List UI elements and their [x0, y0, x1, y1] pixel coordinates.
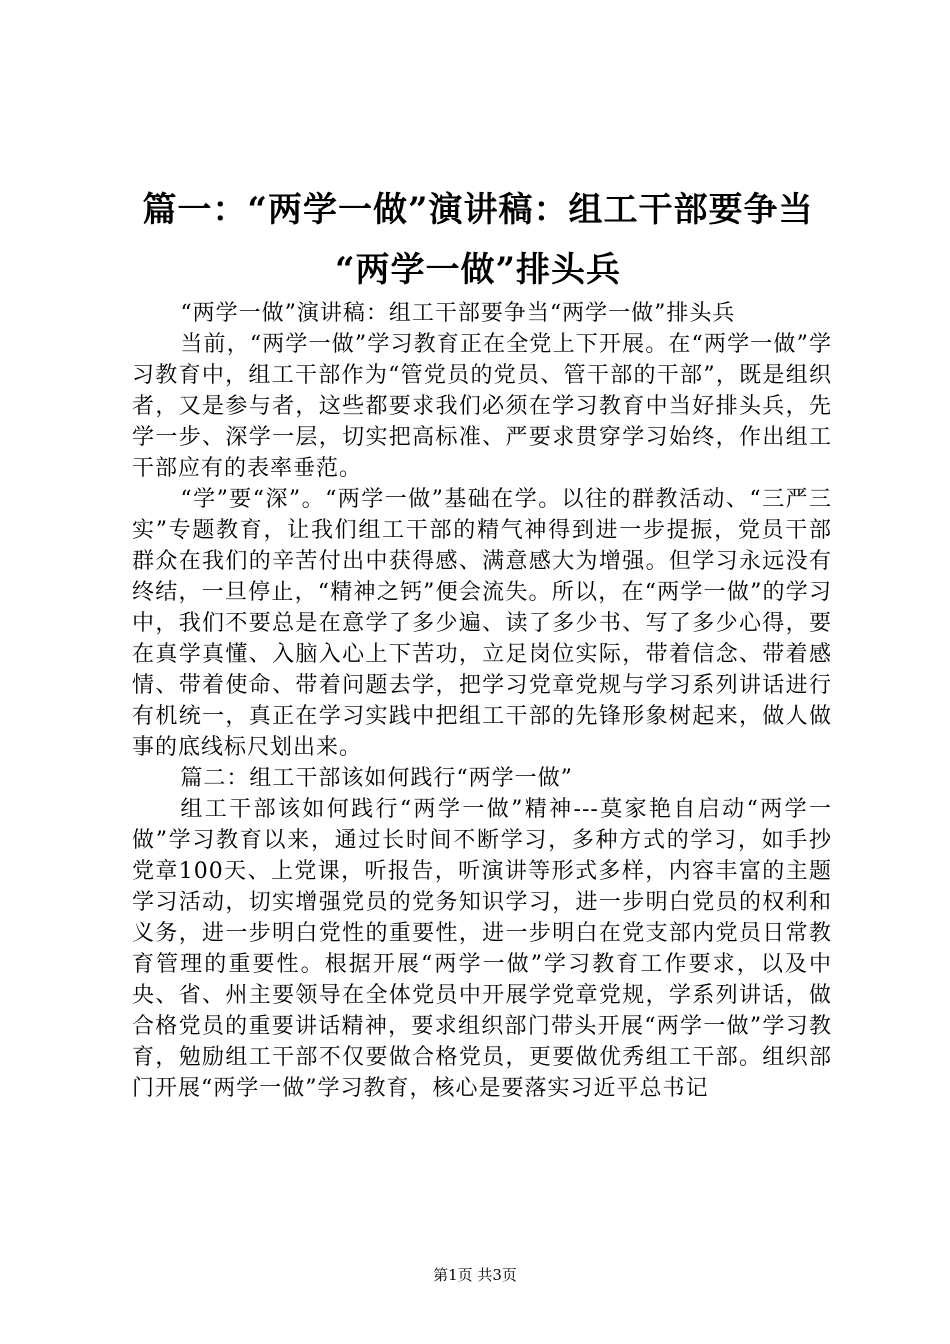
paragraph: “两学一做”演讲稿：组工干部要争当“两学一做”排头兵 [180, 301, 736, 326]
title-line-1: 篇一：“两学一做”演讲稿：组工干部要争当 [142, 190, 814, 230]
paragraph: 篇二：组工干部该如何践行“两学一做” [180, 766, 573, 791]
paragraph: 当前，“两学一做”学习教育正在全党上下开展。在“两学一做”学习教育中，组工干部作为“管党员的党员、管干部的干部”，既是组织者，又是参与者，这些都要求我们必须在学习教育中当好排头兵，先学一步、深学一层，切实把高标准、严要求贯穿学习始终，作出组工干部应有的表率垂范。 [132, 332, 832, 481]
title-line-2: “两学一做”排头兵 [334, 250, 622, 290]
document-title [128, 180, 828, 300]
paragraph: 组工干部该如何践行“两学一做”精神---莫家艳自启动“两学一做”学习教育以来，通过长时间不断学习，多种方式的学习，如手抄党章100天、上党课，听报告，听演讲等形式多样，内容丰富的主题学习活动，切实增强党员的党务知识学习，进一步明白党员的权利和义务，进一步明白党性的重要性，进一步明白在党支部内党员日常教育管理的重要性。根据开展“两学一做”学习教育工作要求，以及中央、省、州主要领导在全体党员中开展学党章党规，学系列讲话，做合格党员的重要讲话精神，要求组织部门带头开展“两学一做”学习教育，勉励组工干部不仅要做合格党员，更要做优秀组工干部。组织部门开展“两学一做”学习教育，核心是要落实习近平总书记 [132, 797, 832, 1101]
page-footer: 第1页 共3页 [433, 1266, 517, 1284]
document-body [132, 298, 832, 1104]
paragraph: “学”要“深”。“两学一做”基础在学。以往的群教活动、“三严三实”专题教育，让我们组工干部的精气神得到进一步提振，党员干部群众在我们的辛苦付出中获得感、满意感大为增强。但学习永远没有终结，一旦停止，“精神之钙”便会流失。所以，在“两学一做”的学习中，我们不要总是在意学了多少遍、读了多少书、写了多少心得，要在真学真懂、入脑入心上下苦功，立足岗位实际，带着信念、带着感情、带着使命、带着问题去学，把学习党章党规与学习系列讲话进行有机统一，真正在学习实践中把组工干部的先锋形象树起来，做人做事的底线标尺划出来。 [132, 487, 832, 760]
